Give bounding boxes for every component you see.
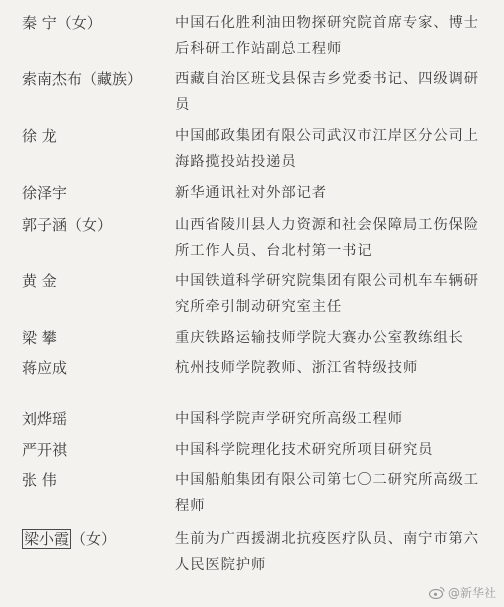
- watermark-text: @新华社: [447, 586, 496, 600]
- person-role: 杭州技师学院教师、浙江省特级技师: [175, 360, 419, 376]
- person-role: 重庆铁路运输技师学院大赛办公室教练组长: [175, 330, 464, 346]
- person-role: 中国船舶集团有限公司第七〇二研究所高级工程师: [175, 472, 479, 514]
- person-name: 梁小霞 （女）: [24, 530, 117, 548]
- person-name: 蒋应成: [22, 359, 68, 377]
- person-role: 生前为广西援湖北抗疫医疗队员、南宁市第六人民医院护师: [175, 531, 479, 573]
- person-role: 新华通讯社对外部记者: [175, 185, 327, 201]
- person-name: 严开祺: [22, 441, 68, 459]
- person-role: 中国铁道科学研究院集团有限公司机车车辆研究所牵引制动研究室主任: [175, 273, 479, 315]
- person-name: 张 伟: [22, 471, 57, 489]
- person-name: 郭子涵（女）: [22, 216, 113, 234]
- person-name: 秦 宁（女）: [22, 14, 102, 32]
- person-name: 徐 龙: [22, 127, 57, 145]
- person-name: 梁 攀: [22, 329, 57, 347]
- person-role: 中国科学院理化技术研究所项目研究员: [175, 442, 434, 458]
- person-role: 中国石化胜利油田物探研究院首席专家、博士后科研工作站副总工程师: [175, 15, 479, 57]
- person-name: 刘烨瑶: [22, 410, 68, 428]
- person-role: 中国邮政集团有限公司武汉市江岸区分公司上海路揽投站投递员: [175, 128, 479, 170]
- person-name: 徐泽宇: [22, 184, 68, 202]
- person-role: 山西省陵川县人力资源和社会保障局工伤保险所工作人员、台北村第一书记: [175, 217, 479, 259]
- weibo-icon: [429, 586, 445, 599]
- person-role: 西藏自治区班戈县保吉乡党委书记、四级调研员: [175, 71, 479, 113]
- person-name: 索南杰布（藏族）: [22, 70, 143, 88]
- name-highlight-box: 梁小霞: [24, 530, 70, 548]
- person-role: 中国科学院声学研究所高级工程师: [175, 411, 403, 427]
- person-name: 黄 金: [22, 272, 57, 290]
- watermark: [429, 584, 496, 601]
